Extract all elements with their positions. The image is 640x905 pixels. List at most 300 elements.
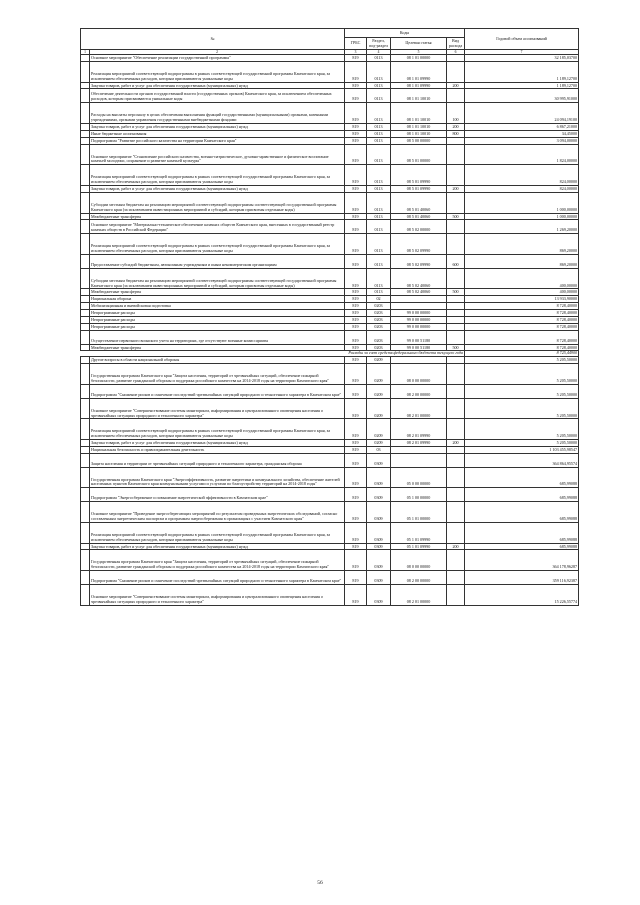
row-grbs: 819: [345, 165, 367, 186]
row-number: [81, 467, 90, 488]
row-number: [81, 584, 90, 605]
table-row: [81, 289, 579, 296]
row-target-item: 05 1 01 09990: [391, 543, 447, 550]
row-razdel: 0203: [367, 317, 391, 324]
row-number: [81, 137, 90, 144]
row-amount: 685,99088: [465, 502, 579, 523]
row-amount: 685,99088: [465, 467, 579, 488]
table-row: [81, 453, 579, 467]
row-expense-type: [447, 447, 465, 454]
row-target-item: 08 5 02 09990: [391, 234, 447, 255]
row-target-item: 08 5 01 40060: [391, 192, 447, 213]
row-number: [81, 543, 90, 550]
row-amount: 32 185,03700: [465, 55, 579, 62]
column-number: 5: [391, 50, 447, 55]
row-number: [81, 550, 90, 571]
row-amount: 400,00000: [465, 289, 579, 296]
row-description: Реализация мероприятий соответствующей подпрограммы в рамках соответствующей государственной программы Камчатского края, за исключением обеспеченных расходов, которым присваиваются уникальные коды: [90, 61, 345, 82]
row-expense-type: [447, 310, 465, 317]
row-expense-type: 500: [447, 213, 465, 220]
row-description: Предоставление субсидий бюджетным, автономным учреждениям и иным некоммерческим организациям: [90, 254, 345, 268]
row-amount: 1 000,00000: [465, 213, 579, 220]
row-target-item: 08 5 02 40060: [391, 268, 447, 289]
row-number: [81, 571, 90, 585]
row-expense-type: [447, 384, 465, 398]
table-row: [81, 268, 579, 289]
row-description: Расходы на выплаты персоналу в целях обеспечения выполнения функций государственными (муниципальными) органами, казенными учреждениями, органами управления государственными внебюджетными фондами: [90, 103, 345, 124]
table-row: [81, 522, 579, 543]
table-row: [81, 502, 579, 523]
table-row: [81, 234, 579, 255]
row-grbs: 819: [345, 543, 367, 550]
table-row: [81, 254, 579, 268]
row-number: [81, 488, 90, 502]
row-amount: 364 864,95574: [465, 453, 579, 467]
row-description: Межбюджетные трансферты: [90, 213, 345, 220]
row-razdel: 0203: [367, 330, 391, 344]
row-razdel: 0309: [367, 453, 391, 467]
row-expense-type: 800: [447, 130, 465, 137]
table-row: [81, 144, 579, 165]
table-row: [81, 447, 579, 454]
row-expense-type: [447, 467, 465, 488]
row-description: Закупка товаров, работ и услуг для обеспечения государственных (муниципальных) нужд: [90, 440, 345, 447]
table-row: [81, 213, 579, 220]
row-amount: 8 728,40000: [465, 323, 579, 330]
row-description: Обеспечение деятельности органов государственной власти (государственных органов) Камчатского края, за исключением обеспеченных расходов, которым присваиваются уникальные коды: [90, 89, 345, 103]
row-expense-type: 500: [447, 289, 465, 296]
row-target-item: 99 0 00 00000: [391, 323, 447, 330]
row-amount: 5 205,50000: [465, 440, 579, 447]
table-row: [81, 303, 579, 310]
row-expense-type: 500: [447, 344, 465, 351]
row-amount: 359 116,92387: [465, 571, 579, 585]
row-number: [81, 268, 90, 289]
row-number: [81, 317, 90, 324]
row-grbs: 819: [345, 144, 367, 165]
row-description: Реализация мероприятий соответствующей подпрограммы в рамках соответствующей государственной программы Камчатского края, за исключением обеспеченных расходов, которым присваиваются уникальные коды: [90, 419, 345, 440]
table-row: [81, 310, 579, 317]
row-grbs: 819: [345, 186, 367, 193]
row-amount: 5 205,50000: [465, 364, 579, 385]
row-grbs: 819: [345, 234, 367, 255]
row-razdel: 0113: [367, 137, 391, 144]
row-expense-type: [447, 488, 465, 502]
row-grbs: 819: [345, 220, 367, 234]
row-target-item: 08 1 01 00000: [391, 55, 447, 62]
row-description: Государственная программа Камчатского края "Защита населения, территорий от чрезвычайных ситуаций, обеспечение пожарной безопасности, развитие гражданской обороны и поддержка российского казачества на 2014-2018 годы на территории Камчатского края": [90, 550, 345, 571]
column-header-amount: Годовой объем ассигнований: [465, 29, 579, 50]
row-description: Защита населения и территории от чрезвычайных ситуаций природного и техногенного характера, гражданская оборона: [90, 453, 345, 467]
row-target-item: 08 5 01 40060: [391, 213, 447, 220]
row-grbs: 819: [345, 192, 367, 213]
row-razdel: 0203: [367, 310, 391, 317]
row-razdel: 0113: [367, 268, 391, 289]
row-amount: 8 728,40000: [465, 310, 579, 317]
row-target-item: [391, 447, 447, 454]
row-grbs: 819: [345, 317, 367, 324]
table-row: [81, 317, 579, 324]
row-amount: 869,20000: [465, 234, 579, 255]
table-row: [81, 330, 579, 344]
row-number: [81, 103, 90, 124]
table-row: [81, 467, 579, 488]
row-description: Подпрограмма "Развитие российского казачества на территории Камчатского края": [90, 137, 345, 144]
row-number: [81, 364, 90, 385]
row-description: Подпрограмма "Снижение рисков и смягчение последствий чрезвычайных ситуаций природного и техногенного характера в Камчатском крае": [90, 571, 345, 585]
row-amount: 1 103 455,98547: [465, 447, 579, 454]
row-razdel: 0209: [367, 384, 391, 398]
row-expense-type: [447, 61, 465, 82]
column-header-razdel: Раздел, под-раздел: [367, 38, 391, 50]
row-razdel: 0113: [367, 130, 391, 137]
row-description: Закупка товаров, работ и услуг для обеспечения государственных (муниципальных) нужд: [90, 186, 345, 193]
row-expense-type: [447, 453, 465, 467]
row-description: Государственная программа Камчатского края "Защита населения, территорий от чрезвычайных ситуаций, обеспечение пожарной безопасности, развитие гражданской обороны и поддержка российского казачества на 2014-2018 годы на территории Камчатского края": [90, 364, 345, 385]
row-amount: 685,99088: [465, 522, 579, 543]
row-razdel: 0113: [367, 55, 391, 62]
row-description: Непрограммные расходы: [90, 323, 345, 330]
row-amount: 6 867,21000: [465, 123, 579, 130]
row-number: [81, 323, 90, 330]
table-row: [81, 543, 579, 550]
budget-table: [80, 28, 579, 606]
row-description: Национальная оборона: [90, 296, 345, 303]
row-number: [81, 453, 90, 467]
row-amount: 1 189,12700: [465, 61, 579, 82]
row-target-item: 99 0 00 00000: [391, 310, 447, 317]
page-number: 56: [317, 880, 323, 886]
row-razdel: 0203: [367, 344, 391, 351]
row-razdel: 0113: [367, 192, 391, 213]
row-number: [81, 310, 90, 317]
row-expense-type: 200: [447, 123, 465, 130]
row-expense-type: [447, 330, 465, 344]
row-description: Закупка товаров, работ и услуг для обеспечения государственных (муниципальных) нужд: [90, 123, 345, 130]
row-grbs: 819: [345, 123, 367, 130]
header-row: [81, 29, 579, 38]
table-row: [81, 123, 579, 130]
row-razdel: 0113: [367, 220, 391, 234]
row-amount: 824,00000: [465, 165, 579, 186]
row-razdel: 0113: [367, 123, 391, 130]
row-expense-type: [447, 357, 465, 364]
row-description: Межбюджетные трансферты: [90, 344, 345, 351]
row-target-item: 08 5 01 09990: [391, 165, 447, 186]
row-target-item: 05 1 01 09990: [391, 522, 447, 543]
row-target-item: 08 1 01 10010: [391, 130, 447, 137]
row-description: Основное мероприятие "Совершенствование системы мониторинга, информирования и централизованного оповещения населения о чрезвычайных ситуациях природного и техногенного характера": [90, 584, 345, 605]
table-row: [81, 55, 579, 62]
row-description: Подпрограмма "Энергосбережение и повышение энергетической эффективности в Камчатском крае": [90, 488, 345, 502]
row-expense-type: [447, 165, 465, 186]
row-amount: 5 205,50000: [465, 384, 579, 398]
row-description: Мобилизационная и вневойсковая подготовка: [90, 303, 345, 310]
row-grbs: 819: [345, 384, 367, 398]
row-razdel: 0309: [367, 550, 391, 571]
row-expense-type: [447, 502, 465, 523]
row-amount: 1 824,00000: [465, 144, 579, 165]
row-razdel: 0113: [367, 103, 391, 124]
row-grbs: 819: [345, 268, 367, 289]
row-target-item: 08 2 01 09990: [391, 440, 447, 447]
row-razdel: 0113: [367, 254, 391, 268]
row-target-item: [391, 453, 447, 467]
row-target-item: [391, 296, 447, 303]
column-number: 4: [367, 50, 391, 55]
row-description: Основное мероприятие "Материально-техническое обеспечение казачьих обществ Камчатского края, внесенных в государственный реестр казачьих обществ в Российской Федерации": [90, 220, 345, 234]
column-header-expense-type: Вид расхода: [447, 38, 465, 50]
row-target-item: 08 5 01 09990: [391, 186, 447, 193]
table-row: [81, 220, 579, 234]
table-body: [81, 55, 579, 606]
row-expense-type: [447, 55, 465, 62]
row-number: [81, 192, 90, 213]
row-grbs: 819: [345, 82, 367, 89]
row-target-item: 08 5 02 00000: [391, 220, 447, 234]
table-row: [81, 192, 579, 213]
row-razdel: 0113: [367, 289, 391, 296]
row-description: Основное мероприятие "Становление российского казачества, военно-патриотическое, духовно-нравственное и физическое воспитание казачьей молодежи, сохранение и развитие казачьей культуры": [90, 144, 345, 165]
row-amount: 5 205,50000: [465, 419, 579, 440]
row-razdel: 0113: [367, 82, 391, 89]
row-target-item: 08 2 00 00000: [391, 384, 447, 398]
row-target-item: 05 0 00 00000: [391, 467, 447, 488]
row-amount: 1 269,20000: [465, 220, 579, 234]
row-target-item: 05 1 01 00000: [391, 502, 447, 523]
row-number: [81, 61, 90, 82]
row-grbs: 819: [345, 357, 367, 364]
row-description: Осуществление первичного воинского учета на территориях, где отсутствуют военные комиссариаты: [90, 330, 345, 344]
row-grbs: 819: [345, 550, 367, 571]
row-expense-type: [447, 234, 465, 255]
row-number: [81, 344, 90, 351]
row-razdel: 02: [367, 296, 391, 303]
column-number: 1: [81, 50, 90, 55]
row-target-item: 08 5 01 00000: [391, 144, 447, 165]
row-razdel: 0113: [367, 144, 391, 165]
row-razdel: 0113: [367, 213, 391, 220]
row-number: [81, 82, 90, 89]
row-expense-type: [447, 220, 465, 234]
row-description: Непрограммные расходы: [90, 317, 345, 324]
row-number: [81, 296, 90, 303]
row-target-item: 08 1 01 10010: [391, 123, 447, 130]
row-razdel: 0113: [367, 234, 391, 255]
row-number: [81, 289, 90, 296]
table-row: [81, 440, 579, 447]
row-amount: 24 094,19100: [465, 103, 579, 124]
row-target-item: 08 1 01 10010: [391, 89, 447, 103]
table-row: [81, 186, 579, 193]
row-target-item: 08 2 00 00000: [391, 571, 447, 585]
row-number: [81, 419, 90, 440]
row-amount: 8 728,40000: [465, 317, 579, 324]
row-number: [81, 55, 90, 62]
table-row: [81, 61, 579, 82]
row-target-item: 99 0 00 51180: [391, 330, 447, 344]
row-grbs: 819: [345, 213, 367, 220]
row-description: Субсидии местным бюджетам на реализацию мероприятий соответствующей подпрограммы соответствующей государственной программы Камчатского края (за исключением инвестиционных мероприятий и субсидий, которым присвоены отдельные коды): [90, 268, 345, 289]
row-target-item: 08 2 01 00000: [391, 584, 447, 605]
row-number: [81, 254, 90, 268]
table-row: [81, 398, 579, 419]
row-description: Субсидии местным бюджетам на реализацию мероприятий соответствующей подпрограммы соответствующей государственной программы Камчатского края (за исключением инвестиционных мероприятий и субсидий, которым присвоены отдельные коды): [90, 192, 345, 213]
row-amount: 824,00000: [465, 186, 579, 193]
row-description: Реализация мероприятий соответствующей подпрограммы в рамках соответствующей государственной программы Камчатского края, за исключением обеспеченных расходов, которым присваиваются уникальные коды: [90, 522, 345, 543]
row-grbs: 819: [345, 323, 367, 330]
table-row: [81, 137, 579, 144]
row-target-item: 08 5 02 40060: [391, 289, 447, 296]
row-expense-type: 600: [447, 254, 465, 268]
row-number: [81, 303, 90, 310]
row-grbs: 819: [345, 61, 367, 82]
column-number: 3: [345, 50, 367, 55]
row-number: [81, 357, 90, 364]
row-expense-type: [447, 571, 465, 585]
row-target-item: 08 5 00 00000: [391, 137, 447, 144]
row-number: [81, 130, 90, 137]
row-grbs: 819: [345, 502, 367, 523]
column-number: 6: [447, 50, 465, 55]
row-expense-type: [447, 144, 465, 165]
row-grbs: 819: [345, 130, 367, 137]
row-expense-type: [447, 364, 465, 385]
row-description: Реализация мероприятий соответствующей подпрограммы в рамках соответствующей государственной программы Камчатского края, за исключением обеспеченных расходов, которым присваиваются уникальные коды: [90, 234, 345, 255]
row-expense-type: [447, 522, 465, 543]
row-razdel: 0309: [367, 571, 391, 585]
row-target-item: 99 0 00 00000: [391, 317, 447, 324]
row-number: [81, 502, 90, 523]
row-grbs: 819: [345, 488, 367, 502]
table-row: [81, 357, 579, 364]
row-description: Межбюджетные трансферты: [90, 289, 345, 296]
row-expense-type: [447, 296, 465, 303]
row-razdel: 0309: [367, 467, 391, 488]
row-razdel: 0309: [367, 522, 391, 543]
column-header-number: №: [81, 29, 345, 50]
row-amount: 8 728,40000: [465, 330, 579, 344]
table-row: [81, 488, 579, 502]
table-row: [81, 384, 579, 398]
row-target-item: 08 2 01 00000: [391, 398, 447, 419]
row-grbs: 819: [345, 330, 367, 344]
table-row: [81, 364, 579, 385]
row-grbs: 819: [345, 103, 367, 124]
row-number: [81, 165, 90, 186]
row-expense-type: [447, 550, 465, 571]
row-grbs: 819: [345, 419, 367, 440]
column-number: 7: [465, 50, 579, 55]
row-expense-type: 200: [447, 440, 465, 447]
row-grbs: 819: [345, 310, 367, 317]
table-row: [81, 89, 579, 103]
row-razdel: 0309: [367, 488, 391, 502]
row-razdel: 0113: [367, 89, 391, 103]
row-grbs: 819: [345, 584, 367, 605]
note-amount: 8 725,44900: [465, 351, 579, 357]
row-amount: 869,20000: [465, 254, 579, 268]
row-razdel: 0203: [367, 303, 391, 310]
row-description: Основное мероприятие "Обеспечение реализации государственной программы": [90, 55, 345, 62]
row-razdel: 0113: [367, 61, 391, 82]
row-amount: 13 933,90000: [465, 296, 579, 303]
row-grbs: 819: [345, 440, 367, 447]
row-grbs: 819: [345, 137, 367, 144]
row-target-item: 08 1 01 10010: [391, 103, 447, 124]
row-number: [81, 234, 90, 255]
row-number: [81, 144, 90, 165]
row-grbs: 819: [345, 89, 367, 103]
table-row: [81, 82, 579, 89]
row-grbs: 819: [345, 447, 367, 454]
column-header-codes: Коды: [345, 29, 465, 38]
row-number: [81, 522, 90, 543]
row-grbs: 819: [345, 571, 367, 585]
row-expense-type: 100: [447, 103, 465, 124]
row-description: Основное мероприятие "Проведение энергосберегающих мероприятий по результатам проведенных энергетических обследований, согласно составленным энергетическим паспортам и программам энергосбережения в организациях с участием Камчатского края": [90, 502, 345, 523]
row-amount: 3 094,00000: [465, 137, 579, 144]
table-row: [81, 103, 579, 124]
row-amount: 364 178,96287: [465, 550, 579, 571]
row-razdel: 0209: [367, 419, 391, 440]
row-razdel: 0203: [367, 323, 391, 330]
row-grbs: 819: [345, 303, 367, 310]
row-amount: 5 205,50000: [465, 357, 579, 364]
row-amount: 5 205,50000: [465, 398, 579, 419]
row-target-item: 08 0 00 00000: [391, 364, 447, 385]
row-expense-type: 200: [447, 186, 465, 193]
row-amount: 15 226,55774: [465, 584, 579, 605]
row-expense-type: [447, 89, 465, 103]
row-number: [81, 123, 90, 130]
row-description: Подпрограмма "Снижение рисков и смягчение последствий чрезвычайных ситуаций природного и техногенного характера в Камчатском крае": [90, 384, 345, 398]
row-amount: 34,45000: [465, 130, 579, 137]
row-amount: 685,99088: [465, 488, 579, 502]
row-grbs: 819: [345, 453, 367, 467]
table-row: [81, 296, 579, 303]
row-expense-type: 200: [447, 543, 465, 550]
row-razdel: 0309: [367, 543, 391, 550]
row-razdel: 0309: [367, 502, 391, 523]
column-header-grbs: ГРБС: [345, 38, 367, 50]
row-razdel: 03: [367, 447, 391, 454]
column-header-target-item: Целевая статья: [391, 38, 447, 50]
row-grbs: 819: [345, 398, 367, 419]
row-description: Непрограммные расходы: [90, 310, 345, 317]
row-target-item: 08 2 01 09990: [391, 419, 447, 440]
table-row: [81, 130, 579, 137]
row-target-item: 08 1 01 09990: [391, 61, 447, 82]
row-grbs: 819: [345, 344, 367, 351]
row-amount: 8 728,40000: [465, 303, 579, 310]
row-target-item: 08 5 02 09990: [391, 254, 447, 268]
row-expense-type: [447, 303, 465, 310]
table-row: [81, 344, 579, 351]
row-expense-type: [447, 317, 465, 324]
row-grbs: 819: [345, 289, 367, 296]
row-expense-type: [447, 584, 465, 605]
row-expense-type: [447, 323, 465, 330]
row-razdel: 0209: [367, 398, 391, 419]
row-number: [81, 213, 90, 220]
row-expense-type: [447, 268, 465, 289]
row-grbs: 819: [345, 522, 367, 543]
row-expense-type: [447, 137, 465, 144]
row-target-item: 05 1 00 00000: [391, 488, 447, 502]
row-expense-type: [447, 419, 465, 440]
row-description: Закупка товаров, работ и услуг для обеспечения государственных (муниципальных) нужд: [90, 82, 345, 89]
